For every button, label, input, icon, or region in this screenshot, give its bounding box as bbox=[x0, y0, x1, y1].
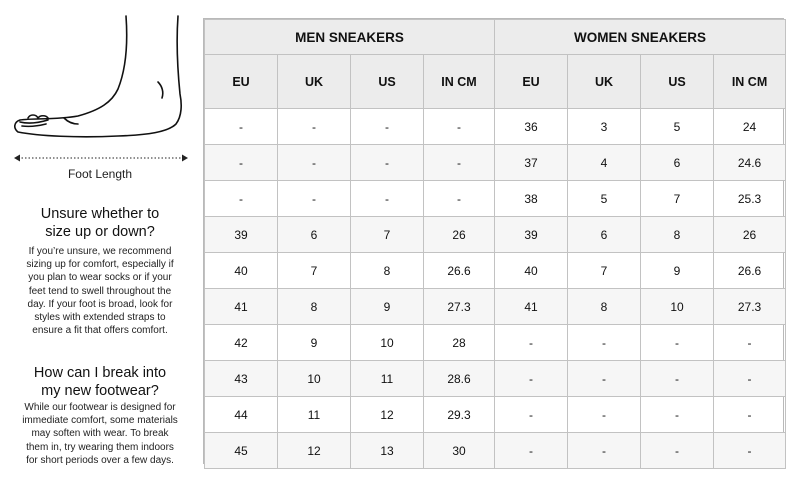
women-size-cell: - bbox=[641, 433, 714, 469]
men-size-cell: - bbox=[205, 109, 278, 145]
women-size-cell: 27.3 bbox=[714, 289, 786, 325]
faq-question-line: my new footwear? bbox=[41, 383, 159, 399]
men-size-cell: 11 bbox=[351, 361, 424, 397]
women-size-cell: 6 bbox=[568, 217, 641, 253]
women-size-cell: - bbox=[568, 325, 641, 361]
men-size-cell: 44 bbox=[205, 397, 278, 433]
men-size-cell: - bbox=[424, 145, 495, 181]
men-size-cell: 9 bbox=[351, 289, 424, 325]
faq-answer-line: may soften with wear. To break bbox=[31, 428, 169, 440]
men-size-cell: 9 bbox=[278, 325, 351, 361]
women-size-cell: - bbox=[641, 361, 714, 397]
table-row bbox=[205, 217, 786, 253]
column-header-women-cm: IN CM bbox=[714, 55, 786, 109]
faq-answer-line: immediate comfort, some materials bbox=[22, 415, 178, 427]
women-size-cell: - bbox=[714, 433, 786, 469]
women-size-cell: 41 bbox=[495, 289, 568, 325]
men-size-cell: 12 bbox=[278, 433, 351, 469]
faq-answer-line: day. If your foot is broad, look for bbox=[27, 298, 173, 310]
men-size-cell: 28.6 bbox=[424, 361, 495, 397]
women-size-cell: - bbox=[714, 325, 786, 361]
men-size-cell: 39 bbox=[205, 217, 278, 253]
women-sneakers-header: WOMEN SNEAKERS bbox=[495, 20, 786, 55]
women-size-cell: - bbox=[495, 397, 568, 433]
men-size-cell: 7 bbox=[278, 253, 351, 289]
women-size-cell: 3 bbox=[568, 109, 641, 145]
faq-question-break-in bbox=[0, 364, 200, 400]
faq-answer-line: feet tend to swell throughout the bbox=[28, 285, 172, 297]
men-size-cell: 45 bbox=[205, 433, 278, 469]
faq-answer-line: you plan to wear socks or if your bbox=[28, 272, 172, 284]
men-size-cell: 29.3 bbox=[424, 397, 495, 433]
women-size-cell: - bbox=[495, 325, 568, 361]
column-header-women-eu: EU bbox=[495, 55, 568, 109]
faq-answer-break-in bbox=[4, 401, 196, 467]
men-size-cell: 27.3 bbox=[424, 289, 495, 325]
women-size-cell: 38 bbox=[495, 181, 568, 217]
men-size-cell: - bbox=[424, 181, 495, 217]
women-size-cell: 36 bbox=[495, 109, 568, 145]
table-row bbox=[205, 433, 786, 469]
women-size-cell: 39 bbox=[495, 217, 568, 253]
table-row bbox=[205, 289, 786, 325]
women-size-cell: 5 bbox=[568, 181, 641, 217]
men-size-cell: - bbox=[351, 109, 424, 145]
men-size-cell: 41 bbox=[205, 289, 278, 325]
table-row bbox=[205, 361, 786, 397]
table-row bbox=[205, 109, 786, 145]
women-size-cell: 40 bbox=[495, 253, 568, 289]
women-size-cell: 4 bbox=[568, 145, 641, 181]
foot-length-label: Foot Length bbox=[67, 167, 133, 181]
women-size-cell: - bbox=[714, 361, 786, 397]
women-size-cell: - bbox=[641, 325, 714, 361]
foot-outline-icon bbox=[8, 14, 194, 144]
women-size-cell: 8 bbox=[641, 217, 714, 253]
faq-question-line: size up or down? bbox=[45, 224, 155, 240]
women-size-cell: 24.6 bbox=[714, 145, 786, 181]
men-size-cell: 13 bbox=[351, 433, 424, 469]
men-size-cell: 26.6 bbox=[424, 253, 495, 289]
women-size-cell: 6 bbox=[641, 145, 714, 181]
column-header-men-eu: EU bbox=[205, 55, 278, 109]
men-size-cell: 11 bbox=[278, 397, 351, 433]
men-size-cell: 6 bbox=[278, 217, 351, 253]
women-size-cell: 5 bbox=[641, 109, 714, 145]
women-size-cell: 25.3 bbox=[714, 181, 786, 217]
men-size-cell: 7 bbox=[351, 217, 424, 253]
faq-answer-line: them in, try wearing them indoors bbox=[26, 441, 174, 453]
column-header-women-us: US bbox=[641, 55, 714, 109]
men-size-cell: - bbox=[424, 109, 495, 145]
size-chart-body bbox=[205, 109, 786, 469]
column-header-men-uk: UK bbox=[278, 55, 351, 109]
men-size-cell: 12 bbox=[351, 397, 424, 433]
table-row bbox=[205, 181, 786, 217]
column-header-men-cm: IN CM bbox=[424, 55, 495, 109]
faq-answer-size-up bbox=[4, 245, 196, 337]
women-size-cell: 26 bbox=[714, 217, 786, 253]
women-size-cell: 8 bbox=[568, 289, 641, 325]
men-size-cell: - bbox=[278, 181, 351, 217]
faq-question-line: Unsure whether to bbox=[40, 206, 160, 222]
faq-answer-line: styles with extended straps to bbox=[34, 312, 166, 324]
faq-answer-line: for short periods over a few days. bbox=[26, 454, 174, 466]
women-size-cell: - bbox=[568, 361, 641, 397]
women-size-cell: 37 bbox=[495, 145, 568, 181]
faq-answer-line: ensure a fit that offers comfort. bbox=[32, 325, 168, 337]
table-row bbox=[205, 253, 786, 289]
women-size-cell: 7 bbox=[568, 253, 641, 289]
men-size-cell: 8 bbox=[278, 289, 351, 325]
men-size-cell: - bbox=[278, 109, 351, 145]
men-size-cell: 10 bbox=[278, 361, 351, 397]
women-size-cell: - bbox=[568, 433, 641, 469]
men-size-cell: 43 bbox=[205, 361, 278, 397]
faq-answer-line: While our footwear is designed for bbox=[24, 402, 176, 413]
men-size-cell: - bbox=[205, 145, 278, 181]
men-size-cell: 42 bbox=[205, 325, 278, 361]
men-size-cell: 8 bbox=[351, 253, 424, 289]
women-size-cell: - bbox=[568, 397, 641, 433]
men-sneakers-header: MEN SNEAKERS bbox=[205, 20, 495, 55]
men-size-cell: - bbox=[278, 145, 351, 181]
women-size-cell: - bbox=[495, 361, 568, 397]
men-size-cell: 26 bbox=[424, 217, 495, 253]
table-row bbox=[205, 397, 786, 433]
foot-length-arrow-icon bbox=[14, 152, 188, 164]
faq-answer-line: If you’re unsure, we recommend bbox=[28, 246, 172, 257]
men-size-cell: 30 bbox=[424, 433, 495, 469]
men-size-cell: - bbox=[351, 181, 424, 217]
size-guide-sidebar bbox=[0, 0, 198, 482]
column-header-men-us: US bbox=[351, 55, 424, 109]
women-size-cell: 24 bbox=[714, 109, 786, 145]
table-row bbox=[205, 145, 786, 181]
women-size-cell: 10 bbox=[641, 289, 714, 325]
men-size-cell: - bbox=[205, 181, 278, 217]
women-size-cell: 9 bbox=[641, 253, 714, 289]
men-size-cell: - bbox=[351, 145, 424, 181]
faq-question-size-up bbox=[0, 205, 200, 241]
women-size-cell: 26.6 bbox=[714, 253, 786, 289]
table-row bbox=[205, 325, 786, 361]
faq-answer-line: sizing up for comfort, especially if bbox=[26, 259, 174, 271]
size-chart-table bbox=[203, 18, 784, 464]
men-size-cell: 40 bbox=[205, 253, 278, 289]
men-size-cell: 28 bbox=[424, 325, 495, 361]
men-size-cell: 10 bbox=[351, 325, 424, 361]
women-size-cell: 7 bbox=[641, 181, 714, 217]
faq-question-line: How can I break into bbox=[33, 365, 167, 381]
column-header-women-uk: UK bbox=[568, 55, 641, 109]
women-size-cell: - bbox=[641, 397, 714, 433]
women-size-cell: - bbox=[714, 397, 786, 433]
women-size-cell: - bbox=[495, 433, 568, 469]
